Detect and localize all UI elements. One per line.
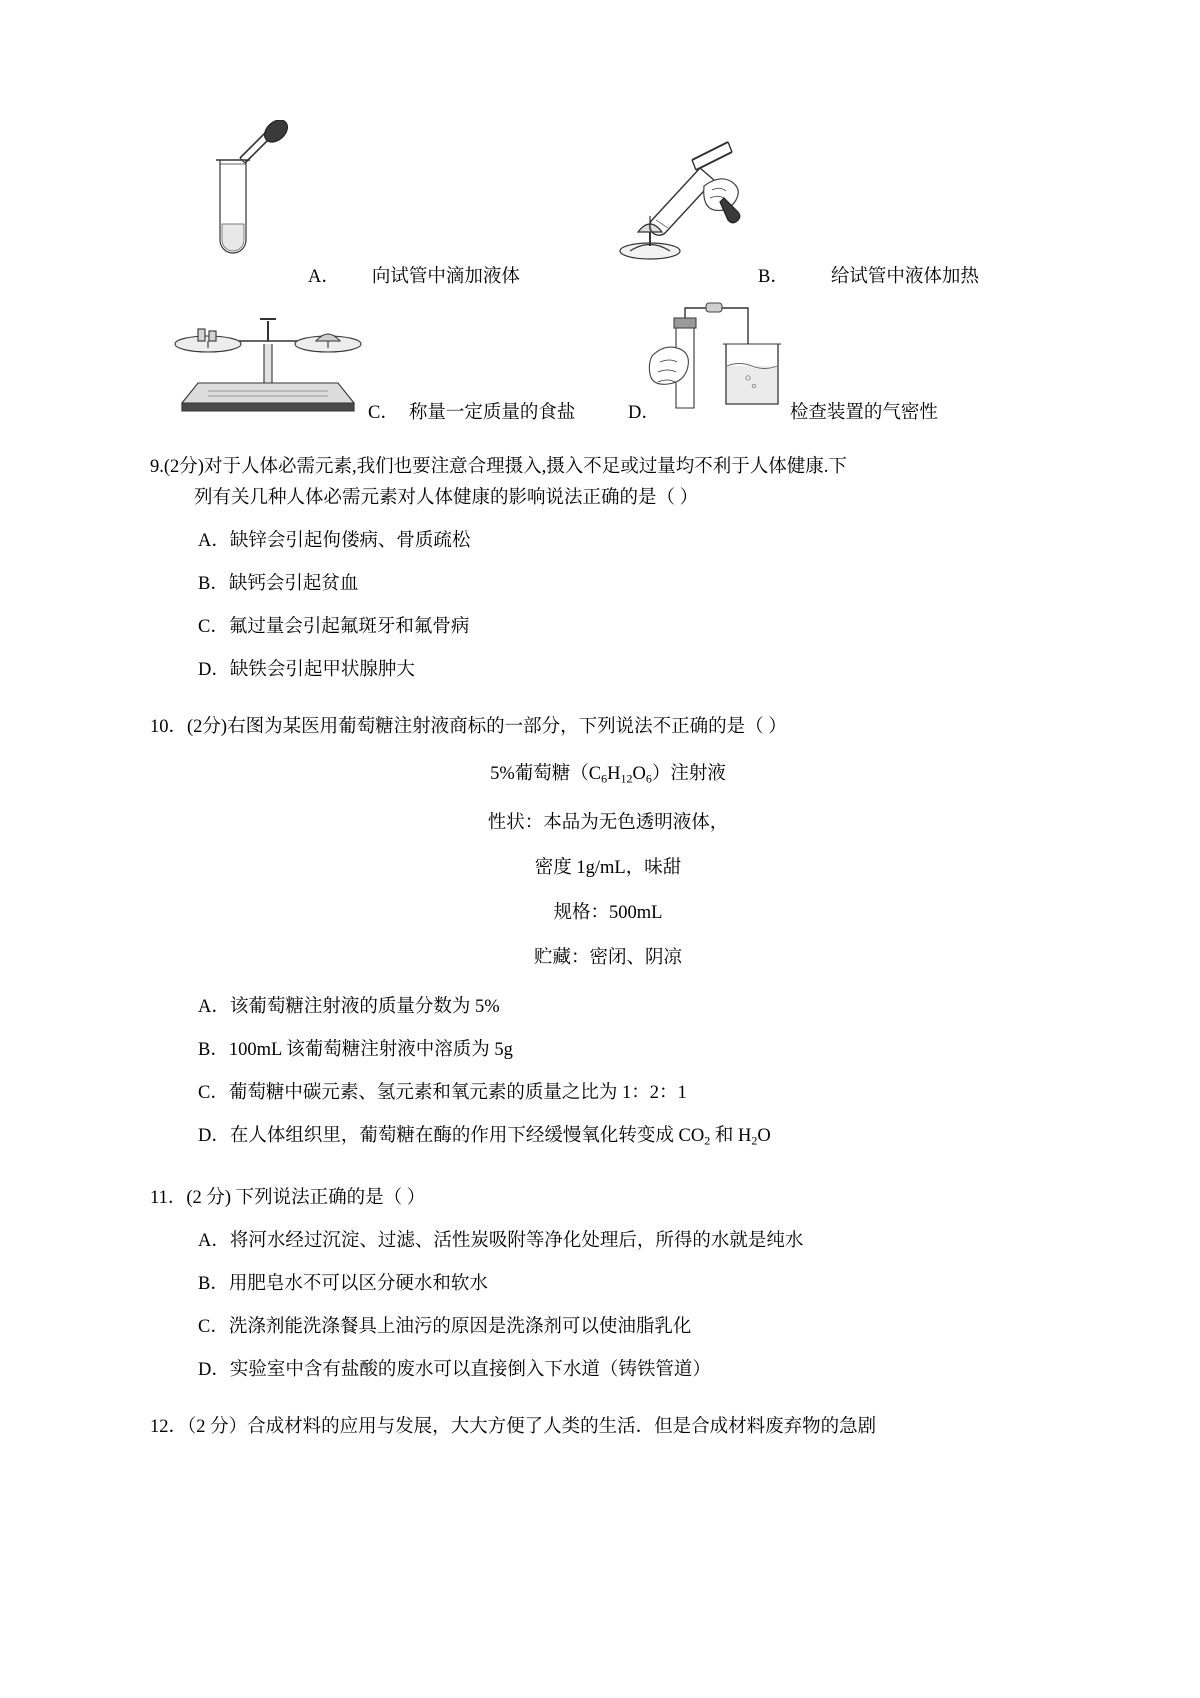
question-10-choice-c[interactable]: C．葡萄糖中碳元素、氢元素和氧元素的质量之比为 1：2：1 bbox=[198, 1083, 687, 1104]
option-c-caption: 称量一定质量的食盐 bbox=[408, 402, 576, 423]
test-tube-dropper-icon bbox=[168, 120, 308, 290]
glucose-label-line-5: 贮藏：密闭、阴凉 bbox=[533, 948, 682, 969]
question-9-choice-c[interactable]: C．氟过量会引起氟斑牙和氟骨病 bbox=[198, 617, 470, 637]
figure-option-b bbox=[608, 120, 1048, 290]
glucose-label-line-1 bbox=[168, 759, 1048, 794]
option-b-caption: 给试管中液体加热 bbox=[830, 266, 979, 287]
option-d-letter: D． bbox=[628, 402, 660, 423]
option-a-caption: 向试管中滴加液体 bbox=[371, 266, 520, 287]
figure-option-d bbox=[608, 296, 1048, 426]
question-9-choice-b[interactable]: B．缺钙会引起贫血 bbox=[198, 574, 359, 594]
question-11-choice-c[interactable]: C．洗涤剂能洗涤餐具上油污的原因是洗涤剂可以使油脂乳化 bbox=[198, 1316, 692, 1337]
airtightness-apparatus-icon bbox=[628, 296, 803, 426]
question-10-choice-d[interactable] bbox=[168, 1121, 1048, 1156]
heating-test-tube-icon bbox=[608, 120, 758, 290]
question-11-choice-a[interactable]: A．将河水经过沉淀、过滤、活性炭吸附等净化处理后，所得的水就是纯水 bbox=[198, 1230, 804, 1251]
question-9-choice-d[interactable]: D．缺铁会引起甲状腺肿大 bbox=[198, 660, 415, 680]
question-10-stem: 10．(2分)右图为某医用葡萄糖注射液商标的一部分，下列说法不正确的是（ ） bbox=[150, 717, 787, 737]
balance-scale-icon bbox=[168, 311, 368, 426]
question-10-choice-d-text: D．在人体组织里，葡萄糖在酶的作用下经缓慢氧化转变成 $CO_2$ 和 $H_2O$ bbox=[198, 1126, 771, 1148]
option-c-letter: C． bbox=[368, 402, 399, 423]
question-8-figures bbox=[168, 120, 1048, 426]
question-9-stem-line-1: 9.(2分)对于人体必需元素,我们也要注意合理摄入,摄入不足或过量均不利于人体健康.下 bbox=[150, 457, 847, 477]
option-d-caption: 检查装置的气密性 bbox=[789, 402, 938, 423]
question-11-stem: 11．(2 分) 下列说法正确的是（ ） bbox=[150, 1187, 426, 1208]
glucose-label-line-3: 密度 1g/mL，味甜 bbox=[534, 858, 682, 879]
figure-row-bottom bbox=[168, 296, 1048, 426]
question-9-stem-line-2: 列有关几种人体必需元素对人体健康的影响说法正确的是（ ） bbox=[194, 488, 699, 508]
question-11 bbox=[150, 1183, 1048, 1386]
figure-row-top bbox=[168, 120, 1048, 290]
question-10-choice-b[interactable]: B．100mL 该葡萄糖注射液中溶质为 5g bbox=[198, 1040, 513, 1061]
question-12-stem: 12．（2 分）合成材料的应用与发展，大大方便了人类的生活．但是合成材料废弃物的急剧 bbox=[150, 1416, 877, 1437]
figure-option-a bbox=[168, 120, 608, 290]
option-b-letter: B． bbox=[758, 266, 789, 287]
glucose-label-line-2: 性状：本品为无色透明液体， bbox=[487, 813, 729, 834]
question-12 bbox=[150, 1412, 1048, 1443]
question-9-choice-a[interactable]: A．缺锌会引起佝偻病、骨质疏松 bbox=[198, 531, 471, 551]
glucose-label-text: 5%葡萄糖$(C_6H_{12}O_6)$注射液 bbox=[490, 764, 726, 786]
question-10-choice-a[interactable]: A．该葡萄糖注射液的质量分数为 5% bbox=[198, 997, 500, 1018]
figure-option-c bbox=[168, 311, 608, 426]
question-10 bbox=[150, 712, 1048, 1157]
page-content bbox=[150, 120, 1048, 1443]
glucose-label-line-4: 规格：500mL bbox=[553, 903, 663, 924]
question-11-choice-b[interactable]: B．用肥皂水不可以区分硬水和软水 bbox=[198, 1273, 488, 1294]
question-11-choice-d[interactable]: D．实验室中含有盐酸的废水可以直接倒入下水道（铸铁管道） bbox=[198, 1359, 711, 1380]
question-9 bbox=[150, 452, 1048, 686]
option-a-letter: A． bbox=[308, 266, 340, 287]
